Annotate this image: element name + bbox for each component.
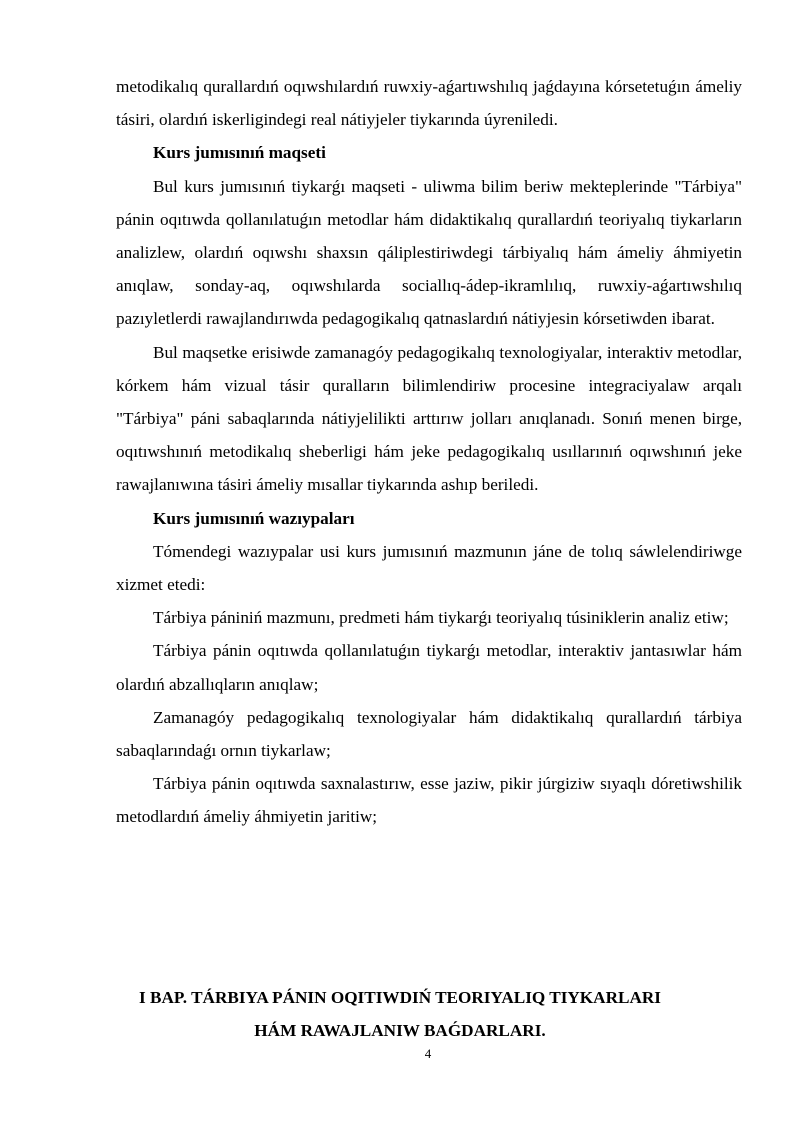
intro-paragraph: metodikalıq qurallardıń oqıwshılardıń ruwxiy-aǵartıwshılıq jaǵdayına kórsetetuǵın ámeliy tásiri, olardıń iskerligindegi real nátiyjeler tiykarında úyreniledi. bbox=[116, 77, 742, 130]
chapter-title-line-2: HÁM RAWAJLANIW BAǴDARLARI. bbox=[254, 1021, 546, 1040]
goal-paragraph-1: Bul kurs jumısınıń tiykarǵı maqseti - uliwma bilim beriw mekteplerinde "Tárbiya" pánin oqıtıwda qollanılatuǵın metodlar hám didaktikalıq qurallardıń teoriyalıq tiykarların analizlew, olardıń oqıwshı shaxsın qáliplestiriwdegi tárbiyalıq hám ámeliy áhmiyetin anıqlaw, sonday-aq, oqıwshılarda sociallıq-ádep-ikramlılıq, ruwxiy-aǵartıwshılıq pazıyletlerdi rawajlandırıwda pedagogikalıq qatnaslardıń nátiyjesin kórsetiwden ibarat. bbox=[116, 176, 742, 329]
chapter-title bbox=[0, 981, 800, 1047]
goal-heading: Kurs jumısınıń maqseti bbox=[153, 143, 326, 163]
tasks-heading: Kurs jumısınıń wazıypaları bbox=[153, 508, 355, 528]
task-item: Tárbiya pánin oqıtıwda saxnalastırıw, esse jaziw, pikir júrgiziw sıyaqlı dóretiwshilik metodlardıń ámeliy áhmiyetin jaritiw; bbox=[116, 774, 742, 827]
task-item: Tárbiya pániniń mazmunı, predmeti hám tiykarǵı teoriyalıq túsiniklerin analiz etiw; bbox=[153, 608, 729, 628]
chapter-title-line-1: I BAP. TÁRBIYA PÁNIN OQITIWDIŃ TEORIYALIQ TIYKARLARI bbox=[139, 988, 661, 1007]
body-text bbox=[116, 70, 742, 834]
tasks-intro: Tómendegi wazıypalar usi kurs jumısınıń mazmunın jáne de tolıq sáwlelendiriwge xizmet etedi: bbox=[116, 541, 742, 595]
task-item: Tárbiya pánin oqıtıwda qollanılatuǵın tiykarǵı metodlar, interaktiv jantasıwlar hám olardıń abzallıqların anıqlaw; bbox=[116, 641, 742, 694]
goal-paragraph-2: Bul maqsetke erisiwde zamanagóy pedagogikalıq texnologiyalar, interaktiv metodlar, kórkem hám vizual tásir quralların bilimlendiriw procesine integraciyalaw arqalı "Tárbiya" páni sabaqlarında nátiyjelilikti arttırıw jolları anıqlanadı. Sonıń menen birge, oqıtıwshınıń metodikalıq sheberligi hám jeke pedagogikalıq usıllarınıń oqıwshınıń jeke rawajlanıwına tásiri ámeliy mısallar tiykarında ashıp beriledi. bbox=[116, 342, 742, 495]
task-item: Zamanagóy pedagogikalıq texnologiyalar hám didaktikalıq qurallardıń tárbiya sabaqlarındaǵı ornın tiykarlaw; bbox=[116, 707, 742, 761]
page-number: 4 bbox=[424, 1046, 432, 1061]
